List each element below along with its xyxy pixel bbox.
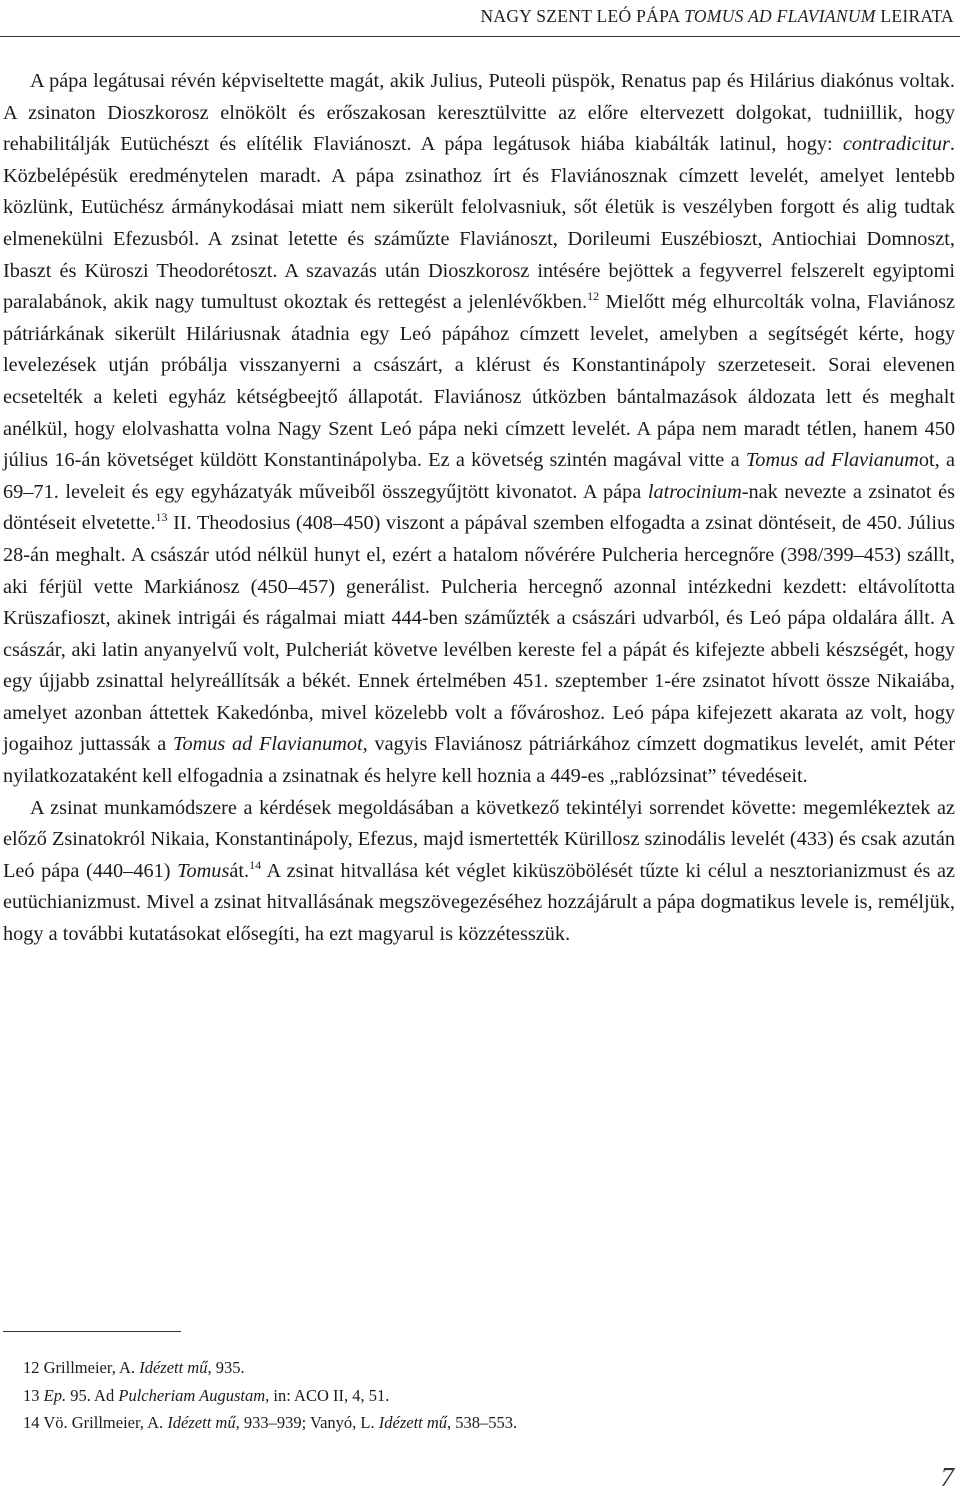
footnote-ref-13[interactable]: 13	[155, 510, 168, 525]
footnotes	[23, 1354, 923, 1437]
text-run: ot, a 69–71. leveleit és egy egyházatyák műveiből összegyűjtött kivonatot. A pápa	[3, 449, 955, 503]
footnote-rule	[3, 1331, 181, 1332]
running-head-pre: NAGY SZENT LEÓ PÁPA	[480, 6, 685, 26]
footnote-ref-12[interactable]: 12	[587, 289, 600, 304]
footnote-text: Vö. Grillmeier, A.	[39, 1413, 168, 1432]
footnote-text: , 935.	[207, 1358, 245, 1377]
paragraph-2	[3, 793, 955, 951]
italic-run: Tomus	[177, 859, 230, 882]
header-rule	[0, 36, 960, 37]
footnote-italic: Idézett mű	[378, 1413, 448, 1432]
text-run: A zsinat hitvallása két véglet kiküszöbölését tűzte ki célul a nesztorianizmust és az eutüchianizmust. Mivel a zsinat hitvallásának megszövegezéséhez hozzájárult a pápa dogmatikus levele is, reméljük, hogy a további kutatásokat elősegíti, ha ezt magyarul is közzétesszük.	[3, 859, 955, 946]
footnote-text: , 933–939; Vanyó, L.	[235, 1413, 379, 1432]
text-run: , vagyis Flaviánosz pátriárkához címzett dogmatikus levelét, amit Péter nyilatkozataként kell elfogadnia a zsinatnak és helyre kell hoznia a 449-es „rablózsinat” tévedéseit.	[3, 733, 955, 788]
running-head-title: TOMUS AD FLAVIANUM	[684, 6, 876, 26]
text-run: II. Theodosius (408–450) viszont a pápával szemben elfogadta a zsinat döntéseit, de 450. Július 28-án meghalt. A császár utód nélkül hunyt el, ezért a hatalom nővérére Pulcheria hercegnőre (398/399–453) szállt, aki férjül vette Markiánosz (450–457) generálist. Pulcheria hercegnő azonnal intézkedni kezdett: eltávolította Krüszafioszt, akinek intrigái és rágalmai miatt 444-ben száműzték a császári udvarból, és Leó pápa oldalára állt. A császár, aki latin anyanyelvű volt, Pulcheriát követve levélben kereste fel a pápát és kifejezte abbeli készségét, hogy egy újjabb zsinattal helyreállítsák a békét. Ennek értelmében 451. szeptember 1-ére zsinatot hívott össze Nikaiába, amelyet azonban áttettek Kakedónba, mivel közelebb volt a fővároshoz. Leó pápa kifejezett akarata az volt, hogy jogaihoz juttassák a	[3, 512, 955, 756]
footnote-14	[23, 1409, 923, 1437]
footnote-text: Grillmeier, A.	[39, 1358, 140, 1377]
footnote-number: 12	[23, 1358, 40, 1377]
footnote-text: , in: ACO II, 4, 51.	[265, 1385, 390, 1405]
footnote-number: 14	[23, 1413, 40, 1432]
footnote-italic: Ep.	[43, 1385, 67, 1405]
footnote-italic: Idézett mű	[167, 1413, 236, 1432]
page-number: 7	[940, 1462, 954, 1492]
text-run: A zsinat munkamódszere a kérdések megoldásában a következő tekintélyi sorrendet követte: megemlékeztek az előző Zsinatokról Nikaia, Konstantinápoly, Efezus, majd ismertették Kürillosz szinodális levelét (433) és csak azután Leó pápa (440–461)	[3, 796, 955, 882]
footnote-text: , 538–553.	[447, 1413, 518, 1432]
footnote-13	[23, 1382, 923, 1410]
footnote-number: 13	[23, 1385, 40, 1405]
footnote-ref-14[interactable]: 14	[249, 857, 262, 872]
running-head-post: LEIRATA	[875, 6, 954, 26]
paragraph-1	[3, 66, 955, 793]
footnote-italic: Pulcheriam Augustam	[118, 1385, 266, 1405]
text-run: Mielőtt még elhurcolták volna, Flaviánosz pátriárkának sikerült Hiláriusnak átadnia egy Leó pápához címzett levelet, amelyben a segítségét kérte, hogy levelezések utján próbálja visszanyerni a császárt, a klérust és Konstantinápoly szerzeteseit. Sorai elevenen ecsetelték a keleti egyház kétségbeejtő állapotát. Flaviánosz útközben bántalmazások áldozata lett és meghalt anélkül, hogy elolvashatta volna Nagy Szent Leó pápa neki címzett levelét. A pápa nem maradt tétlen, hanem 450 július 16-án követséget küldött Konstantinápolyba. Ez a követség szintén magával vitte a	[3, 291, 955, 472]
footnote-12	[23, 1354, 923, 1382]
footnote-text: 95. Ad	[66, 1385, 119, 1405]
italic-run: latrocinium	[647, 480, 742, 503]
text-run: A pápa legátusai révén képviseltette magát, akik Julius, Puteoli püspök, Renatus pap és Hilárius diakónus voltak. A zsinaton Dioszkorosz elnökölt és erőszakosan keresztülvitte az előre eltervezett dolgokat, tudniillik, hogy rehabilitálják Eutüchészt és elítélik Flaviánoszt. A pápa legátusok hiába kiabálták latinul, hogy:	[3, 70, 955, 156]
running-head	[0, 6, 954, 27]
text-run: -nak nevezte a zsinatot és döntéseit elvetette.	[3, 480, 955, 535]
footnote-italic: Idézett mű	[139, 1358, 208, 1377]
italic-run: contradicitur	[842, 133, 950, 156]
italic-run: Tomus ad Flavianum	[745, 449, 919, 472]
main-text	[3, 66, 955, 951]
text-run: át.	[229, 859, 250, 882]
italic-run: Tomus ad Flavianumot	[173, 733, 363, 756]
text-run: . Közbelépésük eredménytelen maradt. A pápa zsinathoz írt és Flaviánosznak címzett levelét, amelyet lentebb közlünk, Eutüchész ármánykodásai miatt nem sikerült felolvasniuk, sőt életük is veszélyben forgott és alig tudtak elmenekülni Efezusból. A zsinat letette és száműzte Flaviánoszt, Dorileumi Euszébioszt, Antiochiai Domnoszt, Ibaszt és Küroszi Theodorétoszt. A szavazás után Dioszkorosz intésére bejöttek a fegyverrel felszerelt egyiptomi paralabánok, akik nagy tumultust okoztak és rettegést a jelenlévőkben.	[3, 133, 955, 314]
